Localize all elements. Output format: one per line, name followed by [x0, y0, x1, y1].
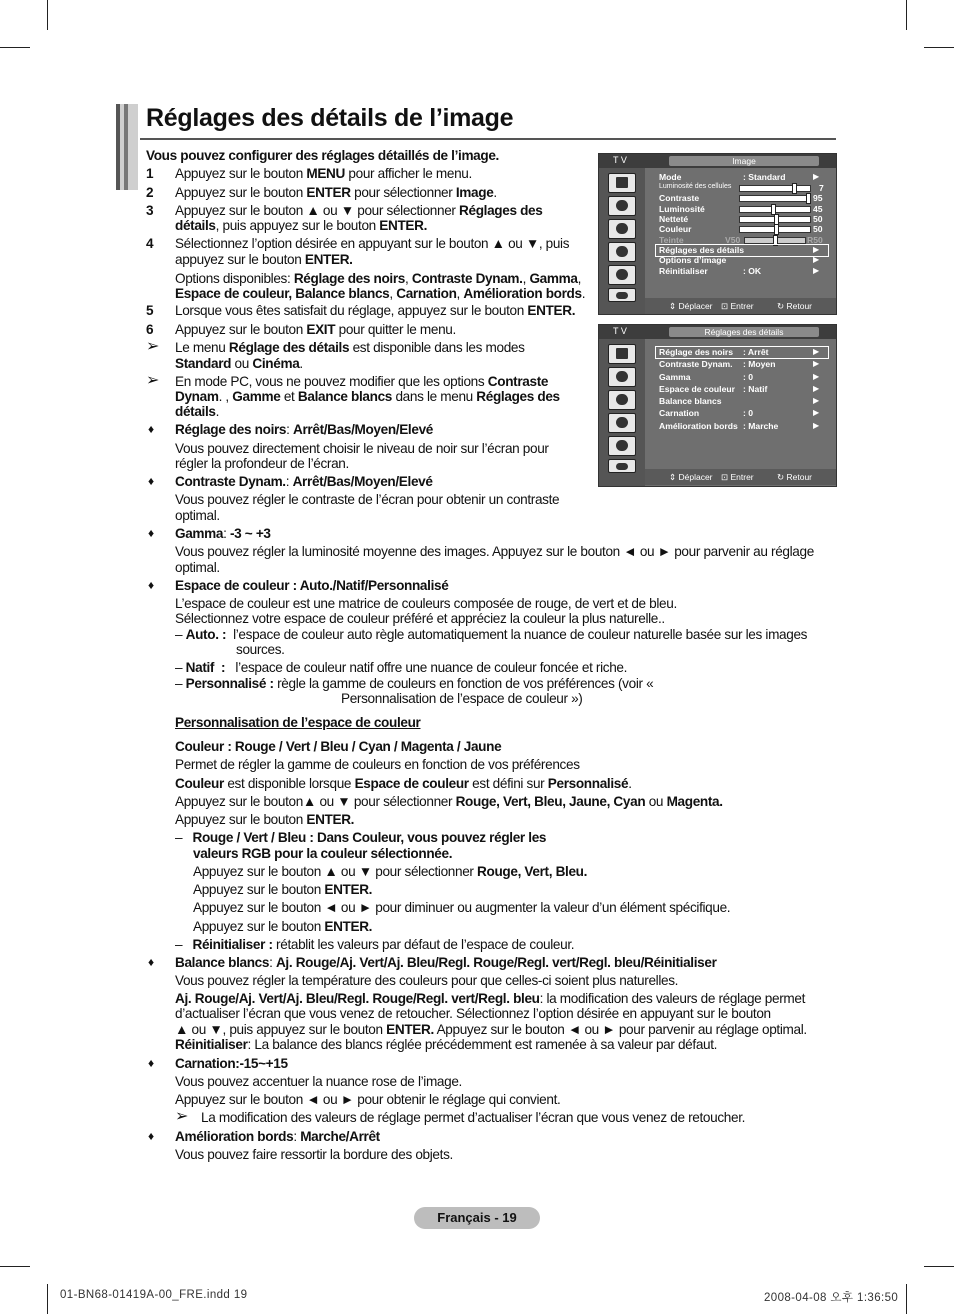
- text-line-b4e: – Natif : l’espace de couleur natif offre une nuance de couleur foncée et riche.: [175, 660, 628, 675]
- file-info: 01-BN68-01419A-00_FRE.indd 19: [60, 1289, 248, 1301]
- text-line-n2a: En mode PC, vous ne pouvez modifier que les options Contraste: [175, 374, 549, 389]
- text-line-s4a: Sélectionnez l’option désirée en appuyant sur le bouton ▲ ou ▼, puis: [175, 236, 570, 251]
- text-line-n2c: détails.: [175, 404, 220, 419]
- channel-icon: [608, 390, 636, 410]
- text-line-b1b: régler la profondeur de l’écran.: [175, 456, 349, 471]
- setup-icon: [608, 242, 636, 262]
- text-line-s4b: appuyez sur le bouton ENTER.: [175, 252, 353, 267]
- crop-mark: [924, 1266, 954, 1267]
- input-icon: [608, 436, 636, 456]
- text-line-p_title: Personnalisation de l’espace de couleur: [175, 715, 421, 730]
- bullet-diamond-icon: ♦: [148, 526, 155, 540]
- sound-icon: [608, 196, 636, 216]
- step-number: 5: [146, 303, 154, 318]
- step-number: 3: [146, 203, 154, 218]
- text-line-p12: – Réinitialiser : rétablit les valeurs par défaut de l’espace de couleur.: [175, 937, 575, 952]
- text-line-b2b: optimal.: [175, 508, 220, 523]
- text-line-p6: – Rouge / Vert / Bleu : Dans Couleur, vous pouvez régler les: [175, 830, 547, 845]
- text-line-b1a: Vous pouvez directement choisir le niveau de noir sur l’écran pour: [175, 441, 549, 456]
- crop-mark: [47, 1284, 48, 1314]
- text-line-b4g: Personnalisation de l’espace de couleur »): [341, 691, 583, 706]
- text-line-n2b: Dynam. , Gamme et Balance blancs dans le menu Réglages des: [175, 389, 560, 404]
- crop-mark: [0, 1266, 30, 1267]
- text-line-b2: Contraste Dynam.: Arrêt/Bas/Moyen/Elevé: [175, 474, 433, 489]
- text-line-p9: Appuyez sur le bouton ENTER.: [193, 882, 373, 897]
- note-arrow-icon: ➢: [146, 338, 160, 355]
- crop-mark: [0, 47, 30, 48]
- bullet-diamond-icon: ♦: [148, 474, 155, 488]
- text-line-b7a: Vous pouvez faire ressortir la bordure des objets.: [175, 1147, 453, 1162]
- step-number: 6: [146, 322, 154, 337]
- crop-mark: [47, 0, 48, 30]
- text-line-b5e: Réinitialiser: La balance des blancs réglée précédemment est ramenée à sa valeur par défaut.: [175, 1037, 718, 1052]
- tv-menu-image: T V Image Mode : Standard ▶ Luminosité des cellules 7 Contraste 95 Luminosité 45 Netteté 50 Couleur 50 Teinte V50 R50 Réglages des détails ▶ Options d’image ▶ Réinitialiser : OK ▶ ⇕ Déplacer ⊡ Entrer ↻ Retour: [598, 153, 837, 315]
- bullet-diamond-icon: ♦: [148, 1129, 155, 1143]
- page-number-badge: Français - 19: [414, 1207, 540, 1229]
- text-line-b6b: Appuyez sur le bouton ◄ ou ► pour obtenir le réglage qui convient.: [175, 1092, 561, 1107]
- text-line-s3b: détails, puis appuyez sur le bouton ENTER.: [175, 218, 428, 233]
- setup-icon: [608, 413, 636, 433]
- text-line-b6: Carnation:-15~+15: [175, 1056, 288, 1071]
- text-line-s1: Appuyez sur le bouton MENU pour afficher le menu.: [175, 166, 472, 181]
- text-line-b6a: Vous pouvez accentuer la nuance rose de l’image.: [175, 1074, 462, 1089]
- step-number: 1: [146, 166, 154, 181]
- text-line-b5b: Aj. Rouge/Aj. Vert/Aj. Bleu/Regl. Rouge/Regl. vert/Regl. bleu: la modification des valeurs de réglage permet: [175, 991, 806, 1006]
- text-line-p4: Appuyez sur le bouton▲ ou ▼ pour sélectionner Rouge, Vert, Bleu, Jaune, Cyan ou Magenta.: [175, 794, 723, 809]
- bullet-diamond-icon: ♦: [148, 422, 155, 436]
- step-number: 2: [146, 185, 154, 200]
- text-line-b5a: Vous pouvez régler la température des couleurs pour que celles-ci soient plus naturelles.: [175, 973, 679, 988]
- text-line-p11: Appuyez sur le bouton ENTER.: [193, 919, 373, 934]
- tv-menu-details: T V Réglages des détails Réglage des noirs : Arrêt ▶ Contraste Dynam. : Moyen ▶ Gamma : 0 ▶ Espace de couleur : Natif ▶ Balance blancs ▶ Carnation : 0 ▶ Amélioration bords : Marche ▶ ⇕ Déplacer ⊡ Entrer ↻ Retour: [598, 324, 837, 487]
- text-line-b5c: d’actualiser l’écran que vous venez de retoucher. Sélectionnez l’option désirée en appuyant sur le bouton: [175, 1006, 771, 1021]
- text-line-b4f: – Personnalisé : règle la gamme de couleurs en fonction de vos préférences (voir «: [175, 676, 654, 691]
- text-line-p7: valeurs RGB pour la couleur sélectionnée.: [193, 846, 453, 861]
- text-line-b4c: – Auto. : l’espace de couleur auto règle automatiquement la nuance de couleur naturelle basée sur les images: [175, 627, 808, 642]
- title-accent-bar: [124, 104, 128, 190]
- text-line-p1: Couleur : Rouge / Vert / Bleu / Cyan / Magenta / Jaune: [175, 739, 502, 754]
- text-line-b3: Gamma: -3 ~ +3: [175, 526, 271, 541]
- title-rule: [140, 138, 836, 140]
- application-icon: [608, 288, 636, 302]
- bullet-diamond-icon: ♦: [148, 1056, 155, 1070]
- text-line-s3a: Appuyez sur le bouton ▲ ou ▼ pour sélectionner Réglages des: [175, 203, 543, 218]
- text-line-b1: Réglage des noirs: Arrêt/Bas/Moyen/Elevé: [175, 422, 433, 437]
- text-line-s6: Appuyez sur le bouton EXIT pour quitter le menu.: [175, 322, 456, 337]
- text-line-p10: Appuyez sur le bouton ◄ ou ► pour diminuer ou augmenter la valeur d’un élément spécifique.: [193, 900, 731, 915]
- text-line-s5: Lorsque vous êtes satisfait du réglage, appuyez sur le bouton ENTER.: [175, 303, 576, 318]
- text-line-p8: Appuyez sur le bouton ▲ ou ▼ pour sélectionner Rouge, Vert, Bleu.: [193, 864, 588, 879]
- page-title: Réglages des détails de l’image: [146, 104, 514, 132]
- text-line-s4d: Espace de couleur, Balance blancs, Carnation, Amélioration bords.: [175, 286, 586, 301]
- text-line-intro: Vous pouvez configurer des réglages détaillés de l’image.: [146, 148, 499, 163]
- step-number: 4: [146, 236, 154, 251]
- crop-mark: [906, 1284, 907, 1314]
- crop-mark: [924, 47, 954, 48]
- channel-icon: [608, 219, 636, 239]
- text-line-b2a: Vous pouvez régler le contraste de l’écran pour obtenir un contraste: [175, 492, 560, 507]
- picture-icon: [608, 344, 636, 364]
- text-line-p3: Couleur est disponible lorsque Espace de couleur est défini sur Personnalisé.: [175, 776, 632, 791]
- text-line-b5: Balance blancs: Aj. Rouge/Aj. Vert/Aj. Bleu/Regl. Rouge/Regl. vert/Regl. bleu/Réinitialiser: [175, 955, 717, 970]
- text-line-b6c: La modification des valeurs de réglage permet d’actualiser l’écran que vous venez de retoucher.: [201, 1110, 746, 1125]
- text-line-b4a: L’espace de couleur est une matrice de couleurs composée de rouge, de vert et de bleu.: [175, 596, 677, 611]
- text-line-b3a: Vous pouvez régler la luminosité moyenne des images. Appuyez sur le bouton ◄ ou ► pour parvenir au réglage: [175, 544, 814, 559]
- text-line-b4: Espace de couleur : Auto./Natif/Personnalisé: [175, 578, 449, 593]
- text-line-b4b: Sélectionnez votre espace de couleur préféré et appréciez la couleur la plus naturelle..: [175, 611, 665, 626]
- text-line-b5d: ▲ ou ▼, puis appuyez sur le bouton ENTER. Appuyez sur le bouton ◄ ou ► pour parvenir au réglage optimal.: [175, 1022, 807, 1037]
- crop-mark: [906, 0, 907, 30]
- bullet-diamond-icon: ♦: [148, 955, 155, 969]
- text-line-p5: Appuyez sur le bouton ENTER.: [175, 812, 355, 827]
- bullet-diamond-icon: ♦: [148, 578, 155, 592]
- application-icon: [608, 459, 636, 473]
- text-line-b7: Amélioration bords: Marche/Arrêt: [175, 1129, 380, 1144]
- text-line-s4c: Options disponibles: Réglage des noirs, Contraste Dynam., Gamma,: [175, 271, 582, 286]
- picture-icon: [608, 173, 636, 193]
- input-icon: [608, 265, 636, 285]
- note-arrow-icon: ➢: [146, 372, 160, 389]
- text-line-p2: Permet de régler la gamme de couleurs en fonction de vos préférences: [175, 757, 580, 772]
- text-line-s2: Appuyez sur le bouton ENTER pour sélectionner Image.: [175, 185, 497, 200]
- sound-icon: [608, 367, 636, 387]
- text-line-b4d: sources.: [236, 642, 285, 657]
- text-line-n1b: Standard ou Cinéma.: [175, 356, 303, 371]
- note-arrow-icon: ➢: [175, 1108, 189, 1125]
- text-line-n1a: Le menu Réglage des détails est disponible dans les modes: [175, 340, 525, 355]
- text-line-b3b: optimal.: [175, 560, 220, 575]
- date-info: 2008-04-08 오후 1:36:50: [764, 1292, 899, 1304]
